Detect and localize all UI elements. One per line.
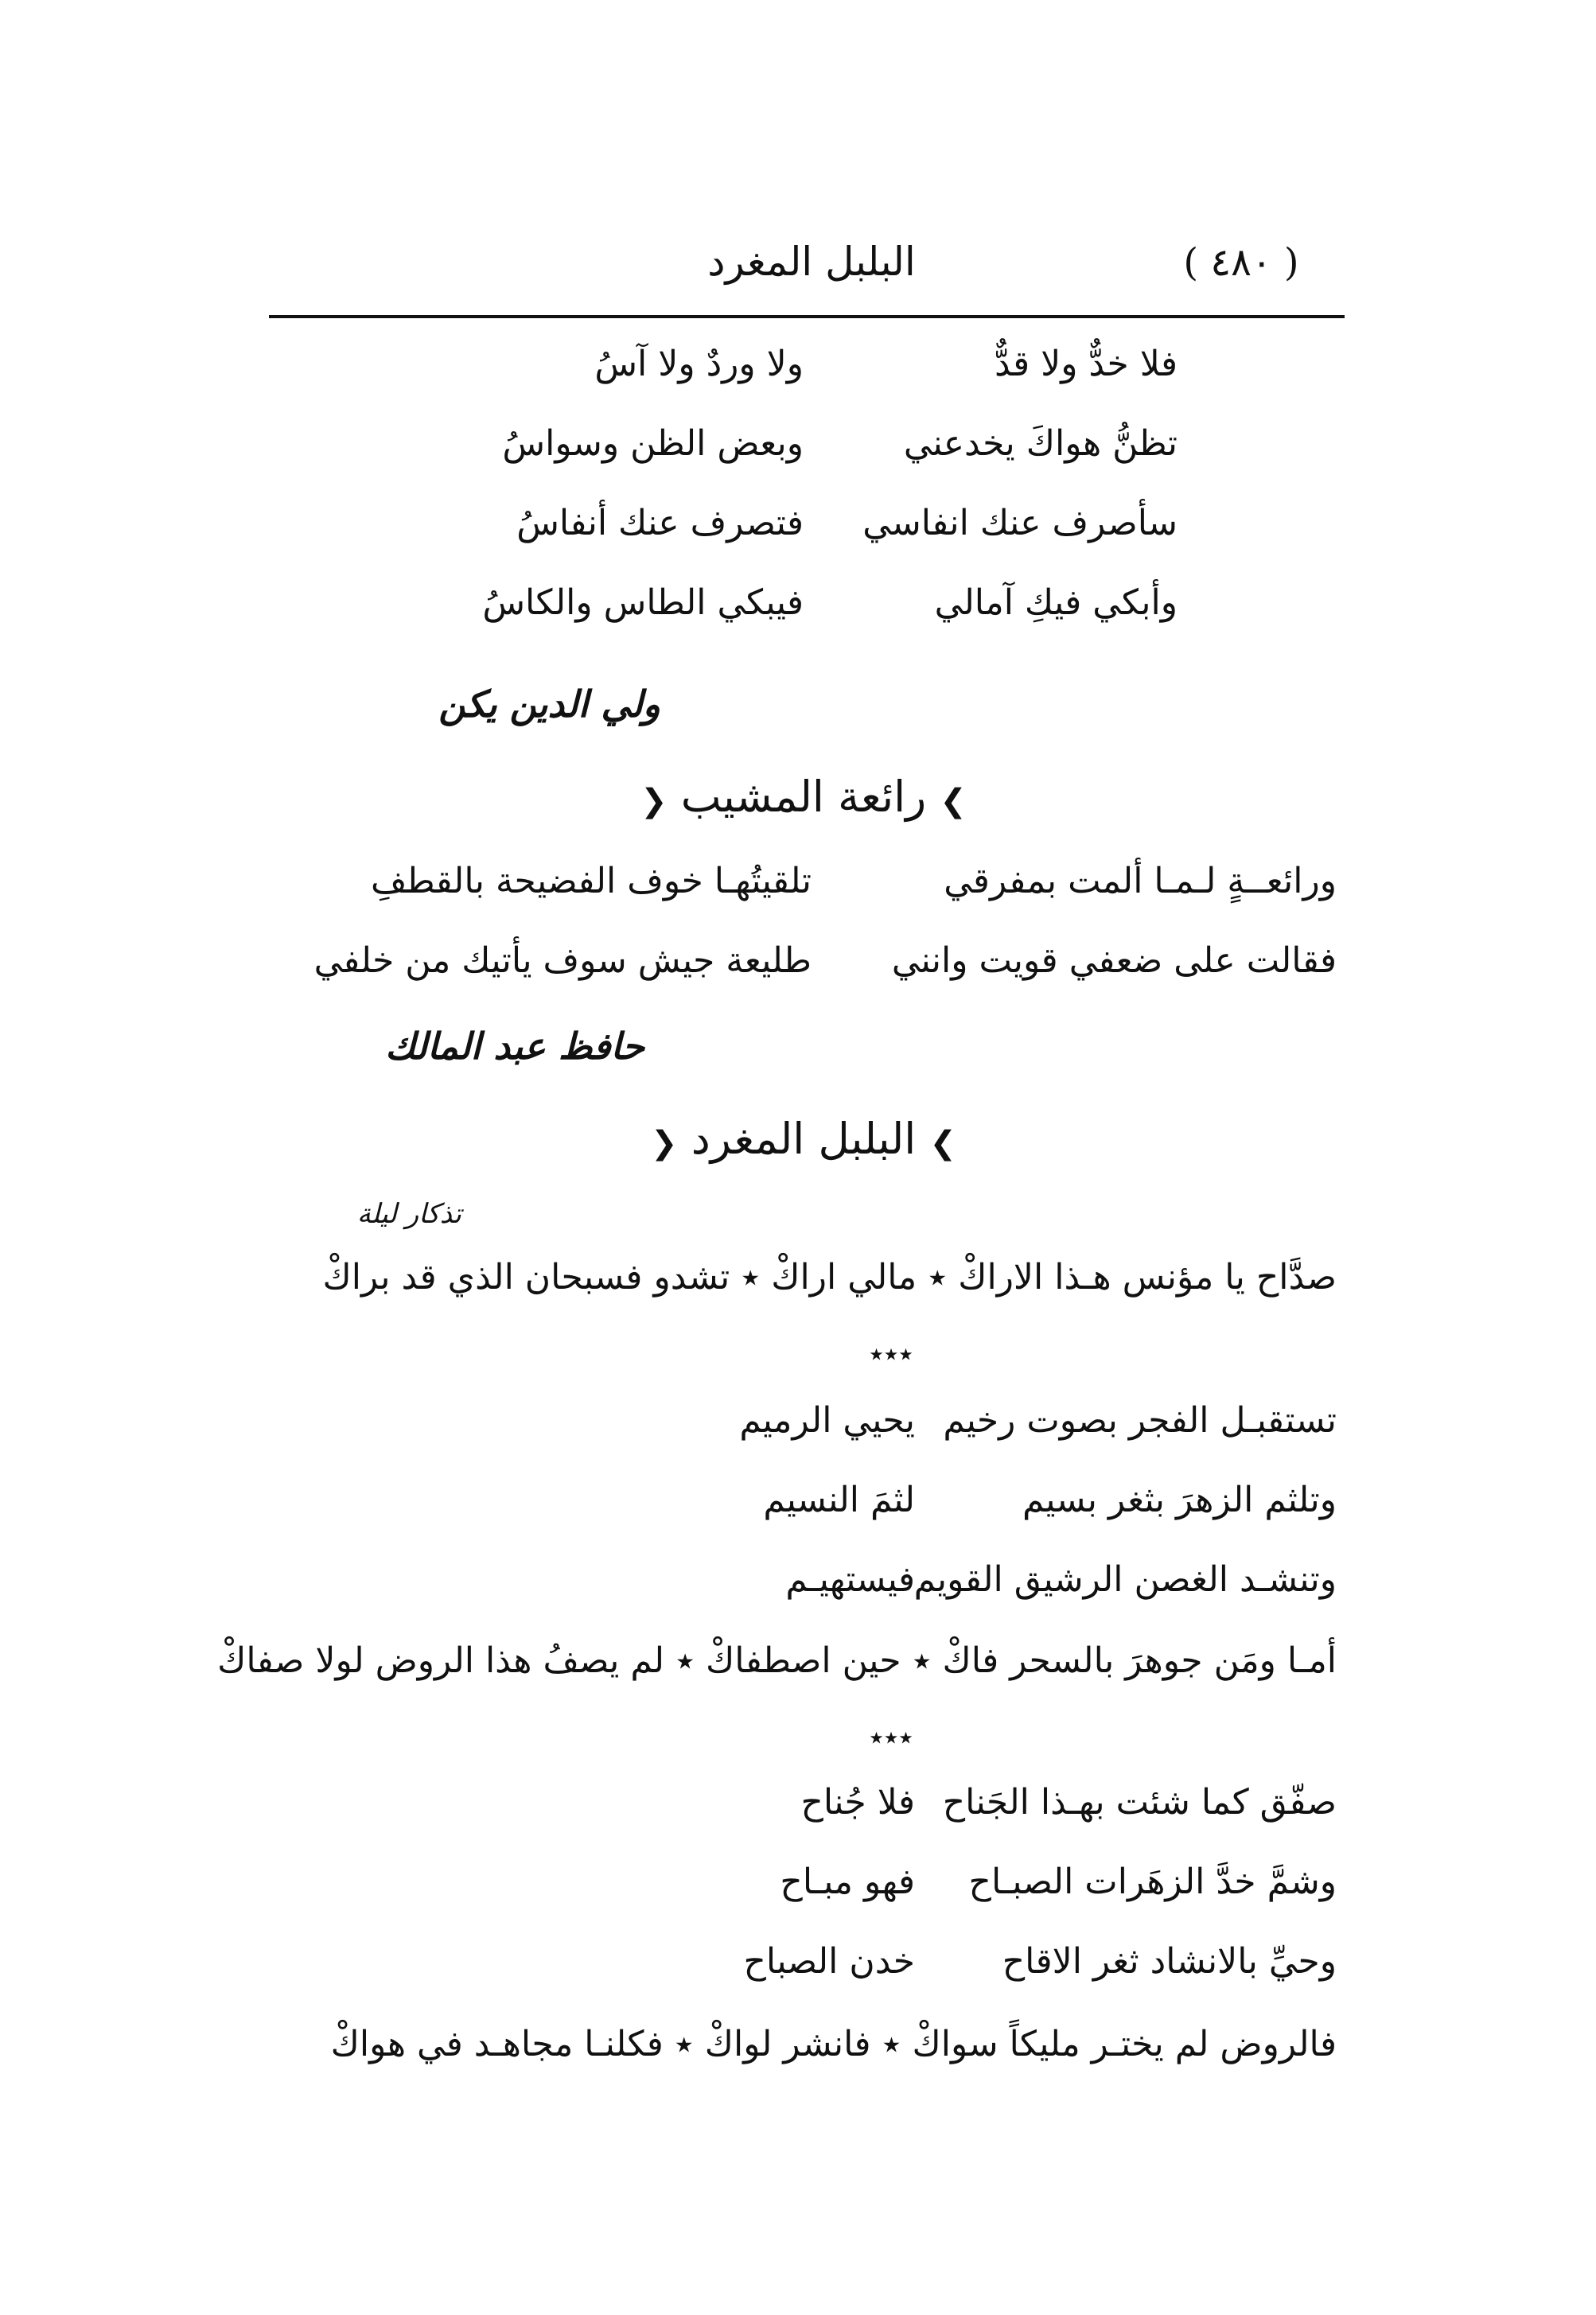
- hemistich-left: فيستهيـم: [785, 1559, 915, 1600]
- hemistich-left: ولا وردٌ ولا آسُ: [594, 344, 804, 384]
- hemistich-right: فلا خدٌّ ولا قدٌّ: [994, 344, 1178, 384]
- hemistich-left: فلا جُناح: [800, 1782, 915, 1823]
- hemistich-left: خدن الصباح: [743, 1941, 915, 1982]
- hemistich-left: فيبكي الطاس والكاسُ: [482, 582, 804, 623]
- hemistich-right: سأصرف عنك انفاسي: [862, 503, 1178, 543]
- ornament-icon: ❮: [651, 1125, 678, 1161]
- verse-row: [652, 1862, 1337, 1925]
- hemistich-right: وتنشـد الغصن الرشيق القويم: [913, 1559, 1337, 1600]
- hemistich-right: تستقبـل الفجر بصوت رخيم: [943, 1400, 1337, 1441]
- hemistich-right: فقالت على ضعفي قويت وانني: [891, 940, 1337, 981]
- verse-row: [652, 1400, 1337, 1464]
- section-title: [605, 1114, 1002, 1164]
- stanza-separator: ٭٭٭: [869, 1338, 913, 1370]
- hemistich-right: وتلثم الزهرَ بثغر بسيم: [1022, 1480, 1337, 1520]
- refrain-line: فالروض لم يختـر مليكاً سواكْ ٭ فانشر لواكْ ٭ فكلنـا مجاهـد في هواكْ: [330, 2024, 1337, 2064]
- ornament-icon: ❯: [929, 1125, 956, 1161]
- verse-row: [461, 344, 1178, 407]
- stanza-separator: ٭٭٭: [869, 1722, 913, 1753]
- verse-row: [652, 1559, 1337, 1623]
- opening-line: صدَّاح يا مؤنس هـذا الاراكْ ٭ مالي اراكْ ٭ تشدو فسبحان الذي قد براكْ: [322, 1257, 1337, 1298]
- hemistich-right: وشمَّ خدَّ الزهَرات الصبـاح: [968, 1862, 1337, 1902]
- ornament-icon: ❯: [940, 783, 967, 819]
- verse-row: [652, 1480, 1337, 1543]
- verse-row: [652, 1782, 1337, 1846]
- hemistich-left: طليعة جيش سوف يأتيك من خلفي: [313, 940, 812, 981]
- hemistich-left: فهو مبـاح: [780, 1862, 915, 1902]
- poet-signature: حافظ عبد المالك: [385, 1025, 644, 1068]
- hemistich-right: ورائعــةٍ لـمـا ألمت بمفرقي: [944, 861, 1337, 901]
- hemistich-left: يحيي الرميم: [739, 1400, 915, 1441]
- refrain-line: أمـا ومَن جوهرَ بالسحر فاكْ ٭ حين اصطفاكْ ٭ لم يصفُ هذا الروض لولا صفاكْ: [217, 1640, 1337, 1681]
- verse-row: [461, 503, 1178, 566]
- hemistich-left: فتصرف عنك أنفاسُ: [516, 503, 804, 543]
- section-title-text: رائعة المشيب: [680, 772, 927, 822]
- poem-subtitle: تذكار ليلة: [356, 1198, 461, 1230]
- ornament-icon: ❮: [640, 783, 668, 819]
- hemistich-right: وحيِّ بالانشاد ثغر الاقاح: [1002, 1941, 1337, 1982]
- hemistich-right: وأبكي فيكِ آمالي: [934, 582, 1178, 623]
- section-title: [605, 772, 1002, 822]
- verse-row: [652, 1941, 1337, 2005]
- page-number: ( ٤٨٠ ): [1183, 240, 1299, 285]
- hemistich-right: صفّق كما شئت بهـذا الجَناح: [942, 1782, 1337, 1823]
- hemistich-left: تلقيتُهـا خوف الفضيحة بالقطفِ: [371, 861, 812, 901]
- verse-row: [286, 861, 1337, 924]
- header-rule: [269, 315, 1345, 318]
- running-header-title: البلبل المغرد: [707, 239, 916, 285]
- poet-signature: ولي الدين يكن: [438, 683, 660, 726]
- verse-row: [461, 582, 1178, 646]
- hemistich-right: تظنُّ هواكَ يخدعني: [903, 423, 1178, 464]
- section-title-text: البلبل المغرد: [691, 1114, 917, 1164]
- hemistich-left: وبعض الظن وسواسُ: [502, 423, 804, 464]
- hemistich-left: لثمَ النسيم: [763, 1480, 915, 1520]
- verse-row: [286, 940, 1337, 1004]
- verse-row: [461, 423, 1178, 487]
